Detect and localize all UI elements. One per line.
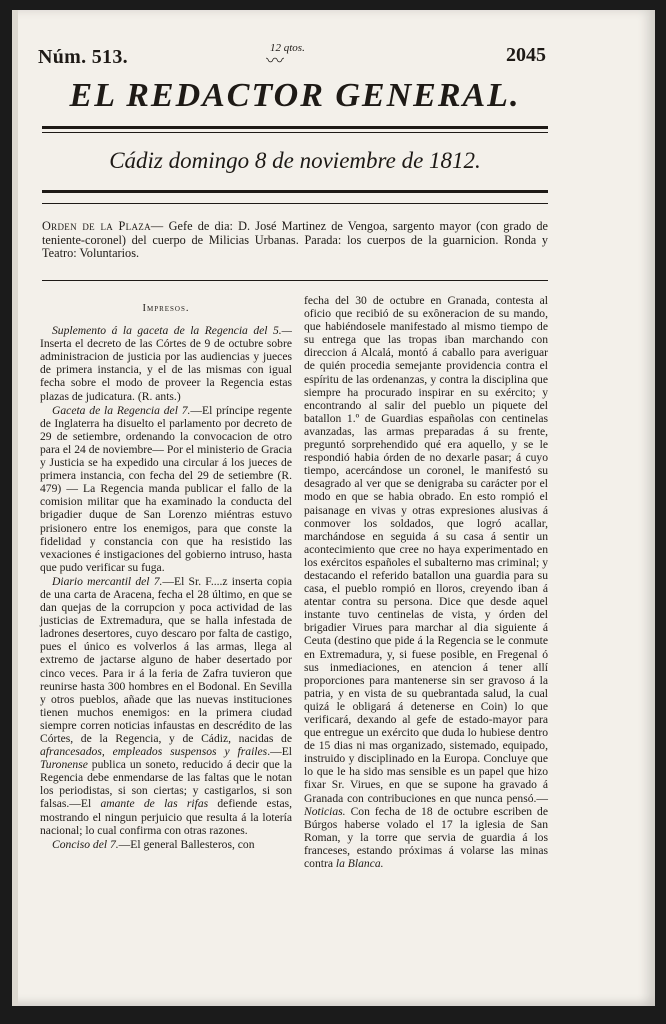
noticias-text: Con fecha de 18 de octubre escriben de Búrgos haberse volado el 17 la iglesia de San Roman, y la torre que servia de guardia á los franceses, estando próximas á volarse las minas contra — [304, 804, 548, 871]
suplemento-title: Suplemento á la gaceta de la Regencia del 5.— — [52, 324, 292, 338]
rule-date-top — [42, 190, 548, 193]
conciso-title: Conciso del 7. — [52, 837, 119, 851]
diario-title: Diario mercantil del 7. — [52, 574, 163, 588]
header-row — [38, 40, 546, 71]
suplemento-text: Inserta el decreto de las Córtes de 9 de octubre sobre administracion de justicia por las audiencias y jueces de primera instancia, y el de las mismas con igual fecha sobre el modo de proveer la Regencia estas plazas de judicatura. (R. ants.) — [40, 337, 292, 403]
diario-italic-turonense: Turonense — [40, 758, 88, 772]
ballesteros-text: fecha del 30 de octubre en Granada, contesta al oficio que recibió de su exôneracion de su mando, que habiéndosele manifestado al mismo tiempo de su entrega que las tropas iban marchando con direccion á Alcalá, montó á caballo para averiguar de quién procedia semejante providencia contra el espíritu de las ordenanzas, y contra la disciplina que siempre ha procurado inspirar en su exército; y encontrando al salir del pueblo un piquete del batallon 1.º de Guardias españolas con centinelas avanzadas, las armas preparadas á su frente, preguntó sorprehendido qué era aquello, y se le respondió habia órden de no dexarle pasar; á cuyo tiempo, acercándose un coronel, le manifestó su desagrado al ver que se denigraba su carácter por el modo en que se habia obrado. En esto rompió el paisanage en vivas y otras expresiones alusivas á conmover los soldados, que logró acallar, marchándose en seguida á su casa á sentir un acontecimiento que cree no haya experimentado en los exércitos españoles el subalterno mas criminal; y destacando el referido batallon una guardia para su casa, el pueblo rompió en lloros, creyendo iban á atentar contra su persona. Dice que desde aquel instante tuvo centinelas de vista, y órden del brigadier Virues para marchar al dia siguiente á Ceuta (destino que pide á la Regencia se le conmute en Extremadura, y, si fuese posible, en Fregenal ó sus inmediaciones, en atencion á tener allí proporciones para mantenerse sin ser gravoso á la patria, y en vista de su quebrantada salud, la cual quizá le obligará á detenerse en Coin) lo que verificará, dexando al gefe de estado-mayor para que entregue un exército que duda lo hubiese dentro de 15 dias ni mas organizado, sistemado, equipado, instruido y disciplinado en la Europa. Concluye que lo que le ha sido mas sensible es un papel que hizo fixar Sr. Virues, en que se supone ha gravado á Granada con contribuciones en que nunca pensó.— — [304, 294, 548, 805]
right-column — [304, 294, 548, 871]
diario-text: —El Sr. F....z inserta copia de una carta de Aracena, fecha el 28 último, en que se dan quejas de la corrupcion y poca actividad de las justicias de Extremadura, que se halla infestada de ladrones desertores, cuyo descaro por falta de castigo, pues el único es volverlos á las armas, llega al extremo de jactarse alguno de haber desertado por cinco veces. Para ir á la feria de Zafra tuvieron que reunirse hasta 300 hombres en el Bodonal. En Sevilla y otros pueblos, añade que las nuevas instituciones tienen muchos enemigos: en la primera ciudad siempre corren noticias infaustas en descrédito de las Córtes, de la Regencia, y de Cádiz, nacidas de — [40, 574, 292, 745]
left-column — [40, 302, 292, 852]
rule-double-bottom — [42, 132, 548, 133]
diario-text-3: publica un soneto, reducido á decir que la Regencia debe enmendarse de las faltas que le notan los periodistas, si son ciertas; y castigarlos, si son falsas.—El — [40, 758, 292, 811]
paragraph-suplemento — [40, 324, 292, 403]
dateline: Cádiz domingo 8 de noviembre de 1812. — [109, 148, 481, 173]
diario-italic-afrancesados: afrancesados, empleados suspensos y frailes — [40, 745, 268, 759]
masthead-title: EL REDACTOR GENERAL. — [69, 77, 521, 114]
paragraph-gaceta — [40, 404, 292, 574]
issue-number: Núm. 513. — [38, 46, 128, 68]
orden-de-la-plaza — [42, 220, 548, 261]
conciso-text: —El general Ballesteros, con — [118, 837, 255, 851]
noticias-label: Noticias. — [304, 804, 346, 818]
gaceta-title: Gaceta de la Regencia del 7. — [52, 403, 191, 417]
orden-text: Gefe de dia: D. José Martinez de Vengoa, sargento mayor (con grado de teniente-coronel) del cuerpo de Milicias Urbanas. Parada: los cuerpos de la guarnicion. Ronda y Teatro: Voluntarios. — [42, 219, 548, 261]
paragraph-ballesteros — [304, 294, 548, 870]
diario-text-4: defiende estas, mostrando el ningun perjuicio que resulta á la lotería nacional; lo cual confirma con otras razones. — [40, 797, 292, 837]
rule-section — [42, 280, 548, 281]
impresos-heading: Impresos. — [142, 303, 190, 314]
price-flourish: 〰 — [266, 51, 284, 71]
diario-text-2: .—El — [267, 745, 292, 759]
rule-double-top — [42, 126, 548, 129]
orden-label: Orden de la Plaza— — [42, 219, 164, 233]
blanca-text: la Blanca. — [335, 857, 384, 871]
gaceta-text: —El príncipe regente de Inglaterra ha disuelto el parlamento por decreto de 29 de setiembre, ordenando la convocacion de otro para el 24 de noviembre— Por el ministerio de Gracia y Justicia se ha expedido una circular á los jueces de primera instancia, con fecha del 29 de setiembre (R. 479) — La Regencia manda publicar el fallo de la comision militar que ha examinado la conducta del brigadier duque de San Lorenzo miéntras estuvo prisionero entre los enemigos, para que conste la fidelidad y constancia con que ha resistido las vexaciones é instigaciones del gobierno intruso, hasta que pudo verificar su fuga. — [40, 403, 292, 574]
paragraph-diario — [40, 575, 292, 837]
page-edge — [12, 10, 18, 1006]
rule-date-bottom — [42, 203, 548, 204]
diario-italic-rifas: amante de las rifas — [100, 797, 209, 811]
paragraph-conciso — [40, 838, 292, 851]
price-note: 12 qtos. — [270, 42, 305, 54]
page-number: 2045 — [506, 44, 546, 66]
